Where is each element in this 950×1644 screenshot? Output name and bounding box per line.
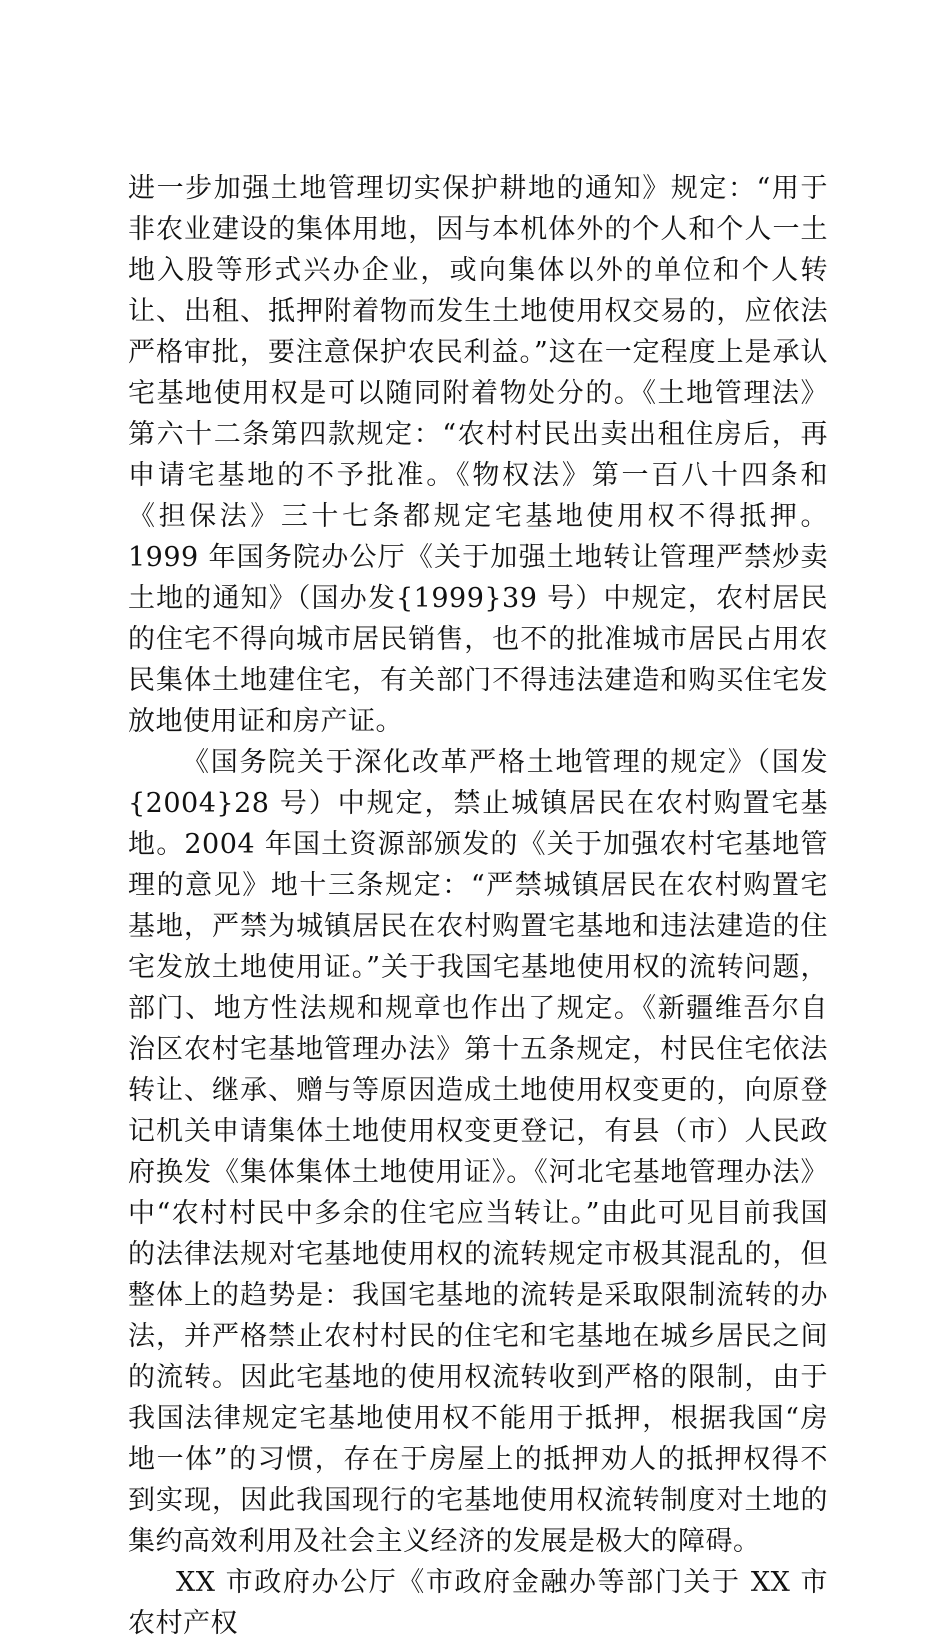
document-body	[128, 168, 828, 1644]
paragraph-2: 《国务院关于深化改革严格土地管理的规定》（国发{2004}28 号）中规定，禁止城镇居民在农村购置宅基地。2004 年国土资源部颁发的《关于加强农村宅基地管理的意见》地十三条规定：“严禁城镇居民在农村购置宅基地，严禁为城镇居民在农村购置宅基地和违法建造的住宅发放土地使用证。”关于我国宅基地使用权的流转问题，部门、地方性法规和规章也作出了规定。《新疆维吾尔自治区农村宅基地管理办法》第十五条规定，村民住宅依法转让、继承、赠与等原因造成土地使用权变更的，向原登记机关申请集体土地使用权变更登记，有县（市）人民政府换发《集体集体土地使用证》。《河北宅基地管理办法》中“农村村民中多余的住宅应当转让。”由此可见目前我国的法律法规对宅基地使用权的流转规定市极其混乱的，但整体上的趋势是：我国宅基地的流转是采取限制流转的办法，并严格禁止农村村民的住宅和宅基地在城乡居民之间的流转。因此宅基地的使用权流转收到严格的限制，由于我国法律规定宅基地使用权不能用于抵押，根据我国“房地一体”的习惯，存在于房屋上的抵押劝人的抵押权得不到实现，因此我国现行的宅基地使用权流转制度对土地的集约高效利用及社会主义经济的发展是极大的障碍。	[128, 747, 828, 1557]
paragraph-1: 进一步加强土地管理切实保护耕地的通知》规定：“用于非农业建设的集体用地，因与本机体外的个人和个人一土地入股等形式兴办企业，或向集体以外的单位和个人转让、出租、抵押附着物而发生土地使用权交易的，应依法严格审批，要注意保护农民利益。”这在一定程度上是承认宅基地使用权是可以随同附着物处分的。《土地管理法》第六十二条第四款规定：“农村村民出卖出租住房后，再申请宅基地的不予批准。《物权法》第一百八十四条和《担保法》三十七条都规定宅基地使用权不得抵押。1999 年国务院办公厅《关于加强土地转让管理严禁炒卖土地的通知》（国办发{1999}39 号）中规定，农村居民的住宅不得向城市居民销售，也不的批准城市居民占用农民集体土地建住宅，有关部门不得违法建造和购买住宅发放地使用证和房产证。	[128, 173, 828, 737]
paragraph-3: XX 市政府办公厅《市政府金融办等部门关于 XX 市农村产权	[128, 1567, 828, 1639]
